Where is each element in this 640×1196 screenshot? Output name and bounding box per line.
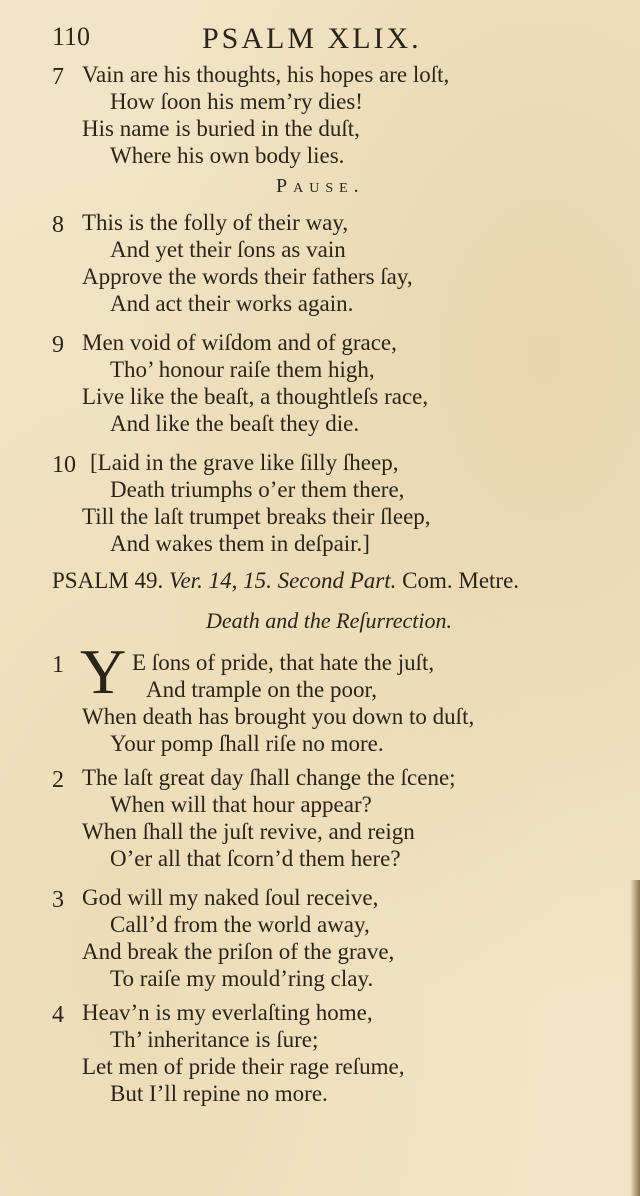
verse-line: Heav’n is my everlaſting home, [82, 1000, 373, 1025]
verse-line: And trample on the poor, [146, 677, 377, 702]
verse-line: Where his own body lies. [110, 143, 345, 168]
verse-line: Till the laſt trumpet breaks their ſleep, [82, 504, 431, 529]
verse-number: 2 [52, 767, 64, 793]
verse-number: 7 [52, 64, 64, 90]
section-subtitle: Death and the Reſurrection. [206, 608, 453, 633]
verse-line: When will that hour appear? [110, 792, 372, 817]
verse-line: When death has brought you down to duſt, [82, 704, 475, 729]
verse-line: [Laid in the grave like ſilly ſheep, [90, 450, 399, 475]
verse-line: Men void of wiſdom and of grace, [82, 330, 397, 355]
verse-line: The laſt great day ſhall change the ſcene; [82, 765, 456, 790]
verse-line: God will my naked ſoul receive, [82, 885, 379, 910]
verse-line: Live like the beaſt, a thoughtleſs race, [82, 384, 429, 409]
verse-number: 9 [52, 332, 64, 358]
heading-psalm: PSALM 49. [52, 568, 164, 593]
verse-line: O’er all that ſcorn’d them here? [110, 846, 401, 871]
verse-line: And like the beaſt they die. [110, 411, 360, 436]
verse-line: Your pomp ſhall riſe no more. [110, 731, 384, 756]
heading-verse-ref: Ver. 14, 15. [168, 568, 272, 593]
verse-line: When ſhall the juſt revive, and reign [82, 819, 415, 844]
page-edge-shadow [630, 880, 640, 1196]
drop-cap: Y [80, 636, 127, 707]
page-number: 110 [52, 22, 91, 51]
verse-line: To raiſe my mould’ring clay. [110, 966, 374, 991]
heading-part: Second Part. [277, 568, 397, 593]
verse-line: Tho’ honour raiſe them high, [110, 357, 375, 382]
verse-line: But I’ll repine no more. [110, 1081, 328, 1106]
verse-line: Call’d from the world away, [110, 912, 370, 937]
page-header [52, 22, 540, 56]
verse-line: And wakes them in deſpair.] [110, 531, 370, 556]
verse-line: And act their works again. [110, 291, 354, 316]
verse-line: Th’ inheritance is ſure; [110, 1027, 319, 1052]
verse-line: Death triumphs o’er them there, [110, 477, 405, 502]
verse-number: 10 [52, 452, 76, 478]
verse-line: Approve the words their fathers ſay, [82, 264, 413, 289]
verse-line: How ſoon his mem’ry dies! [110, 89, 363, 114]
verse-line: Vain are his thoughts, his hopes are loſt, [82, 62, 450, 87]
verse-line: And yet their ſons as vain [110, 237, 346, 262]
verse-line: E ſons of pride, that hate the juſt, [132, 650, 435, 675]
running-title: PSALM XLIX. [202, 22, 422, 55]
verse-line: This is the folly of their way, [82, 210, 349, 235]
pause-marker: Pause. [276, 175, 365, 197]
heading-metre: Com. Metre. [402, 568, 520, 593]
verse-line: His name is buried in the duſt, [82, 116, 360, 141]
verse-line: Let men of pride their rage reſume, [82, 1054, 405, 1079]
verse-number: 4 [52, 1002, 64, 1028]
verse-number: 3 [52, 887, 64, 913]
section-heading [52, 568, 519, 594]
verse-number: 8 [52, 212, 64, 238]
verse-number: 1 [52, 652, 64, 678]
verse-line: And break the priſon of the grave, [82, 939, 395, 964]
